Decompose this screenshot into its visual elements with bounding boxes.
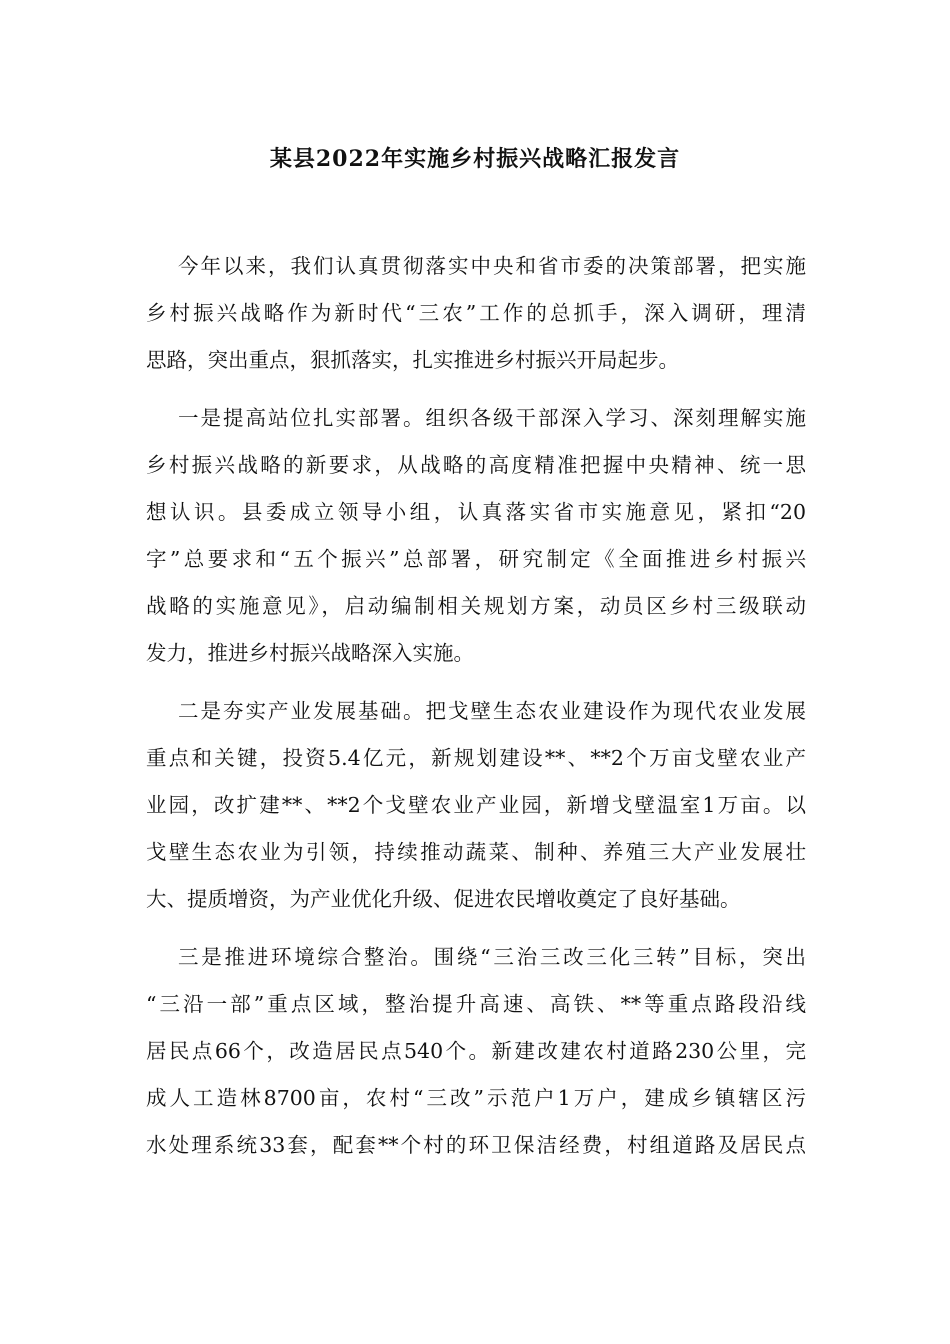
paragraph-line: 战略的实施意见》，启动编制相关规划方案，动员区乡村三级联动: [146, 594, 806, 618]
paragraph-intro: [146, 243, 806, 384]
paragraph-line: 发力，推进乡村振兴战略深入实施。: [146, 641, 474, 665]
paragraph-line: 三是推进环境综合整治。围绕“三治三改三化三转”目标，突出: [178, 945, 806, 969]
paragraph-line: 乡村振兴战略的新要求，从战略的高度精准把握中央精神、统一思: [146, 453, 806, 477]
paragraph-line: 重点和关键，投资5.4亿元，新规划建设**、**2个万亩戈壁农业产: [146, 746, 806, 770]
paragraph-line: 业园，改扩建**、**2个戈壁农业产业园，新增戈壁温室1万亩。以: [146, 793, 806, 817]
document-body: [146, 243, 806, 1180]
paragraph-point-two: [146, 688, 806, 923]
paragraph-line: 戈壁生态农业为引领，持续推动蔬菜、制种、养殖三大产业发展壮: [146, 840, 806, 864]
paragraph-line: 想认识。县委成立领导小组，认真落实省市实施意见，紧扣“20: [146, 500, 806, 524]
paragraph-line: “三沿一部”重点区域，整治提升高速、高铁、**等重点路段沿线: [146, 992, 806, 1016]
paragraph-line: 二是夯实产业发展基础。把戈壁生态农业建设作为现代农业发展: [178, 699, 806, 723]
document-title: 某县2022年实施乡村振兴战略汇报发言: [269, 146, 681, 172]
paragraph-line: 今年以来，我们认真贯彻落实中央和省市委的决策部署，把实施: [178, 254, 806, 278]
paragraph-line: 一是提高站位扎实部署。组织各级干部深入学习、深刻理解实施: [178, 406, 806, 430]
paragraph-line: 居民点66个，改造居民点540个。新建改建农村道路230公里，完: [146, 1039, 806, 1063]
paragraph-line: 乡村振兴战略作为新时代“三农”工作的总抓手，深入调研，理清: [146, 301, 806, 325]
paragraph-line: 大、提质增资，为产业优化升级、促进农民增收奠定了良好基础。: [146, 887, 741, 911]
paragraph-line: 思路，突出重点，狠抓落实，扎实推进乡村振兴开局起步。: [146, 348, 679, 372]
paragraph-point-three: [146, 934, 806, 1169]
paragraph-line: 水处理系统33套，配套**个村的环卫保洁经费，村组道路及居民点: [146, 1133, 806, 1157]
paragraph-line: 成人工造林8700亩，农村“三改”示范户1万户，建成乡镇辖区污: [146, 1086, 806, 1110]
paragraph-line: 字”总要求和“五个振兴”总部署，研究制定《全面推进乡村振兴: [146, 547, 806, 571]
paragraph-point-one: [146, 395, 806, 677]
